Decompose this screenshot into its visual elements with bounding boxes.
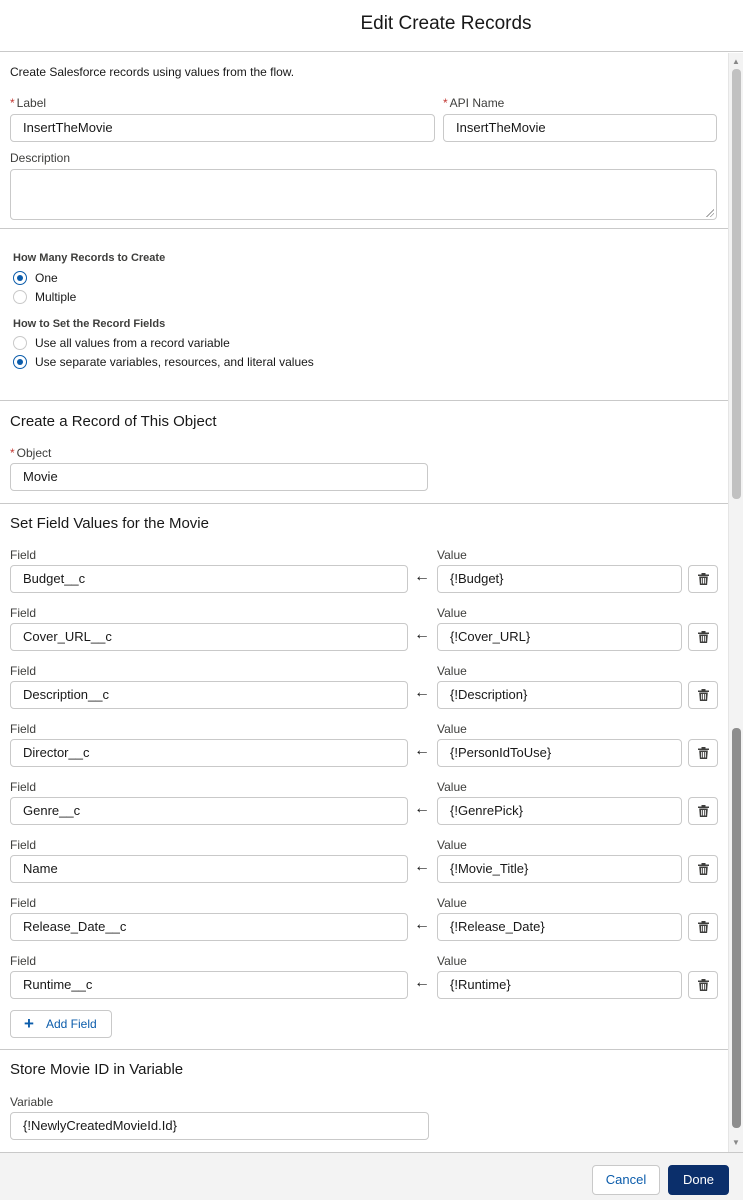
trash-icon: [698, 631, 709, 643]
field-input[interactable]: Name: [10, 855, 408, 883]
label-caption-text: Label: [16, 96, 47, 110]
modal-title: Edit Create Records: [360, 13, 532, 34]
description-textarea[interactable]: [10, 169, 717, 220]
trash-icon: [698, 979, 709, 991]
trash-icon: [698, 573, 709, 585]
modal-body[interactable]: [0, 53, 728, 1152]
arrow-left-icon: ←: [414, 568, 430, 585]
scroll-down-icon[interactable]: ▼: [732, 1138, 740, 1147]
label-input[interactable]: InsertTheMovie: [10, 114, 435, 142]
description-caption: Description: [10, 151, 71, 165]
divider: [0, 1049, 728, 1050]
arrow-left-icon: ←: [414, 858, 430, 875]
required-marker: *: [443, 96, 448, 110]
done-button[interactable]: Done: [668, 1165, 729, 1195]
variable-input[interactable]: {!NewlyCreatedMovieId.Id}: [10, 1112, 429, 1140]
api-name-caption: [443, 96, 504, 110]
field-caption: Field: [10, 838, 37, 852]
label-caption: [10, 96, 46, 110]
radio-option-record-variable[interactable]: [13, 334, 230, 352]
value-input[interactable]: {!Description}: [437, 681, 682, 709]
value-caption: Value: [437, 896, 467, 910]
delete-field-button[interactable]: [688, 971, 718, 999]
arrow-left-icon: ←: [414, 626, 430, 643]
field-input[interactable]: Director__c: [10, 739, 408, 767]
arrow-left-icon: ←: [414, 974, 430, 991]
object-input[interactable]: Movie: [10, 463, 428, 491]
scroll-up-icon[interactable]: ▲: [732, 57, 740, 66]
delete-field-button[interactable]: [688, 739, 718, 767]
trash-icon: [698, 863, 709, 875]
value-caption: Value: [437, 606, 467, 620]
required-marker: *: [10, 96, 15, 110]
delete-field-button[interactable]: [688, 855, 718, 883]
value-input[interactable]: {!Movie_Title}: [437, 855, 682, 883]
value-input[interactable]: {!GenrePick}: [437, 797, 682, 825]
modal-footer: [0, 1152, 743, 1200]
value-input[interactable]: {!Release_Date}: [437, 913, 682, 941]
value-caption: Value: [437, 954, 467, 968]
how-many-heading: How Many Records to Create: [13, 252, 166, 264]
resize-grip-icon[interactable]: [706, 209, 714, 217]
field-caption: Field: [10, 780, 37, 794]
store-id-title: Store Movie ID in Variable: [10, 1061, 184, 1078]
value-caption: Value: [437, 664, 467, 678]
value-caption: Value: [437, 780, 467, 794]
variable-caption: Variable: [10, 1095, 54, 1109]
plus-icon: +: [24, 1014, 34, 1033]
scroll-thumb[interactable]: [732, 728, 741, 1128]
trash-icon: [698, 805, 709, 817]
arrow-left-icon: ←: [414, 800, 430, 817]
delete-field-button[interactable]: [688, 623, 718, 651]
field-input[interactable]: Genre__c: [10, 797, 408, 825]
add-field-label: Add Field: [46, 1017, 97, 1031]
required-marker: *: [10, 446, 15, 460]
value-caption: Value: [437, 548, 467, 562]
value-input[interactable]: {!PersonIdToUse}: [437, 739, 682, 767]
object-caption: [10, 446, 51, 460]
radio-label: Multiple: [35, 290, 77, 304]
radio-option-multiple[interactable]: [13, 288, 76, 306]
divider: [0, 503, 728, 504]
api-name-input[interactable]: InsertTheMovie: [443, 114, 717, 142]
api-name-caption-text: API Name: [449, 96, 505, 110]
radio-label: Use all values from a record variable: [35, 336, 230, 350]
radio-option-separate-values[interactable]: [13, 353, 314, 371]
field-values-title: Set Field Values for the Movie: [10, 515, 209, 532]
delete-field-button[interactable]: [688, 681, 718, 709]
trash-icon: [698, 921, 709, 933]
scrollbar[interactable]: [728, 53, 743, 1152]
delete-field-button[interactable]: [688, 797, 718, 825]
intro-text: Create Salesforce records using values from the flow.: [10, 65, 295, 79]
field-caption: Field: [10, 722, 37, 736]
field-input[interactable]: Runtime__c: [10, 971, 408, 999]
trash-icon: [698, 689, 709, 701]
object-section-title: Create a Record of This Object: [10, 413, 217, 430]
field-caption: Field: [10, 606, 37, 620]
field-input[interactable]: Budget__c: [10, 565, 408, 593]
delete-field-button[interactable]: [688, 913, 718, 941]
radio-option-one[interactable]: [13, 269, 58, 287]
value-caption: Value: [437, 838, 467, 852]
scroll-thumb[interactable]: [732, 69, 741, 499]
how-set-heading: How to Set the Record Fields: [13, 318, 166, 330]
divider: [0, 228, 728, 229]
value-input[interactable]: {!Cover_URL}: [437, 623, 682, 651]
arrow-left-icon: ←: [414, 742, 430, 759]
radio-button[interactable]: [13, 271, 27, 285]
value-caption: Value: [437, 722, 467, 736]
radio-button[interactable]: [13, 290, 27, 304]
value-input[interactable]: {!Runtime}: [437, 971, 682, 999]
delete-field-button[interactable]: [688, 565, 718, 593]
radio-button[interactable]: [13, 336, 27, 350]
trash-icon: [698, 747, 709, 759]
field-input[interactable]: Release_Date__c: [10, 913, 408, 941]
field-input[interactable]: Description__c: [10, 681, 408, 709]
radio-label: One: [35, 271, 58, 285]
divider: [0, 400, 728, 401]
field-caption: Field: [10, 896, 37, 910]
field-caption: Field: [10, 664, 37, 678]
radio-label: Use separate variables, resources, and literal values: [35, 355, 314, 369]
arrow-left-icon: ←: [414, 684, 430, 701]
modal-header: [0, 0, 743, 52]
object-caption-text: Object: [16, 446, 52, 460]
field-input[interactable]: Cover_URL__c: [10, 623, 408, 651]
cancel-button[interactable]: Cancel: [592, 1165, 660, 1195]
radio-button[interactable]: [13, 355, 27, 369]
arrow-left-icon: ←: [414, 916, 430, 933]
add-field-button[interactable]: [10, 1010, 112, 1038]
value-input[interactable]: {!Budget}: [437, 565, 682, 593]
field-caption: Field: [10, 548, 37, 562]
field-caption: Field: [10, 954, 37, 968]
